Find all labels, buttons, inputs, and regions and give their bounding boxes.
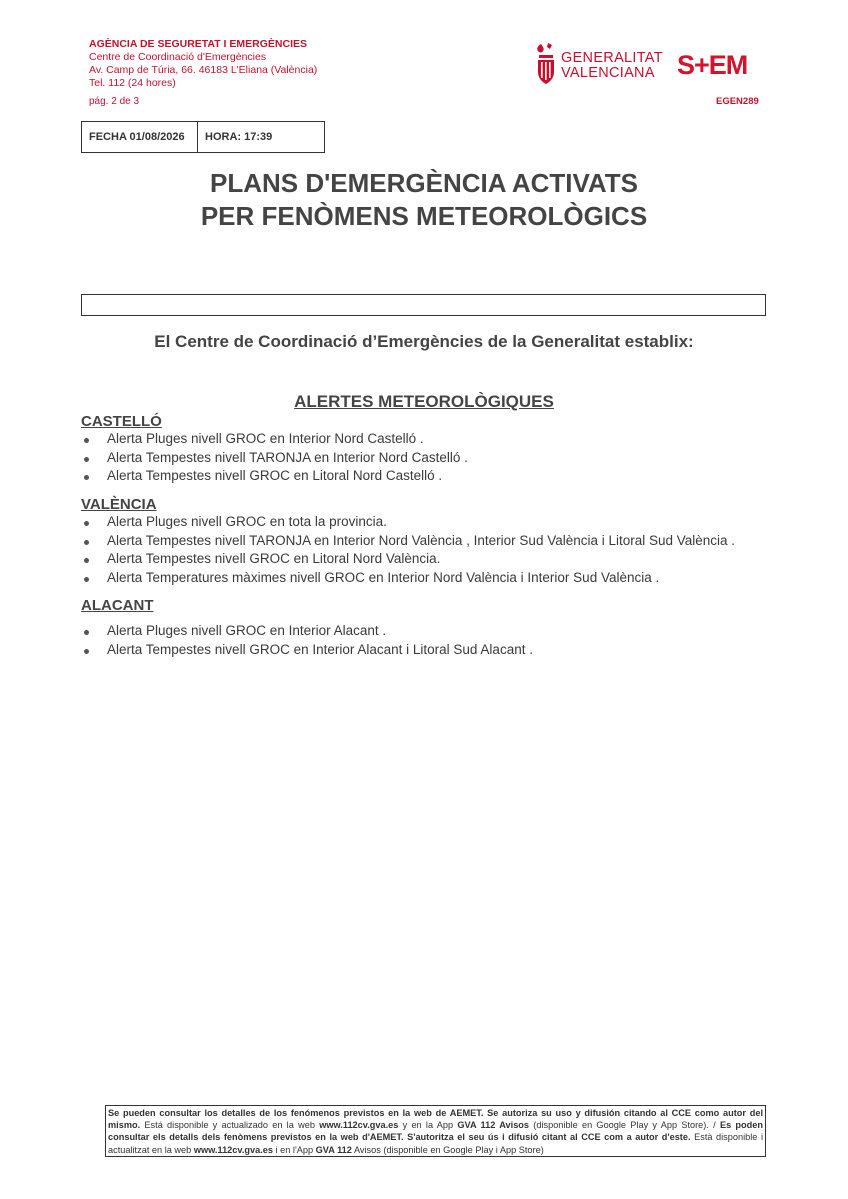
document-code: EGEN289 bbox=[716, 96, 759, 107]
list-item bbox=[81, 532, 735, 551]
list-item bbox=[81, 550, 735, 569]
footer-es-text2: y en la App bbox=[402, 1120, 454, 1131]
time-cell: HORA: 17:39 bbox=[205, 131, 273, 143]
agency-name: AGÈNCIA DE SEGURETAT I EMERGÈNCIES bbox=[89, 38, 307, 50]
footer-va-bold: Es poden consultar els detalls dels fenòmens previstos en la web d'AEMET. S'autoritza el seu ús i difusió citant al CCE com a autor d'este. bbox=[108, 1120, 763, 1143]
list-item bbox=[81, 641, 533, 660]
province-heading-valencia: VALÈNCIA bbox=[81, 496, 157, 513]
alert-text: Alerta Tempestes nivell GROC en Interior Alacant i Litoral Sud Alacant . bbox=[107, 641, 533, 657]
footer-es-text1: Está disponible y actualizado en la web bbox=[144, 1120, 315, 1131]
agency-center: Centre de Coordinació d'Emergències bbox=[89, 51, 267, 63]
list-item bbox=[81, 622, 533, 641]
title-line-1: PLANS D'EMERGÈNCIA ACTIVATS bbox=[210, 168, 638, 198]
gva-logo-line1: GENERALITAT bbox=[561, 50, 663, 66]
alert-text: Alerta Tempestes nivell TARONJA en Interior Nord Castelló . bbox=[107, 449, 468, 465]
bullet-icon bbox=[84, 457, 89, 462]
bullet-icon bbox=[84, 521, 89, 526]
bullet-icon bbox=[84, 540, 89, 545]
bullet-icon bbox=[84, 577, 89, 582]
agency-phone: Tel. 112 (24 hores) bbox=[89, 77, 176, 89]
alert-text: Alerta Tempestes nivell GROC en Litoral Nord Castelló . bbox=[107, 468, 443, 483]
footer-es-text3: (disponible en Google Play y App Store). / bbox=[533, 1120, 716, 1131]
alert-text: Alerta Temperatures màximes nivell GROC en Interior Nord València i Interior Sud València . bbox=[107, 569, 660, 585]
list-item bbox=[81, 449, 468, 468]
bullet-icon bbox=[84, 475, 89, 480]
footer-disclaimer bbox=[105, 1105, 766, 1157]
province-heading-castello: CASTELLÓ bbox=[81, 413, 162, 430]
footer-va-text1: Està disponible i actualitzat en la web bbox=[108, 1132, 764, 1155]
footer-va-web-link[interactable]: www.112cv.gva.es bbox=[193, 1144, 273, 1155]
establish-text: El Centre de Coordinació d’Emergències de la Generalitat establix: bbox=[154, 332, 694, 351]
list-item bbox=[81, 467, 468, 486]
bullet-icon bbox=[84, 558, 89, 563]
province-heading-alacant: ALACANT bbox=[81, 597, 154, 614]
title-line-2: PER FENÒMENS METEOROLÒGICS bbox=[200, 201, 648, 231]
alert-text: Alerta Pluges nivell GROC en Interior Nord Castelló . bbox=[107, 431, 424, 446]
alert-text: Alerta Pluges nivell GROC en Interior Alacant . bbox=[107, 623, 387, 638]
gva-logo-line2: VALENCIANA bbox=[561, 65, 655, 81]
alert-list-valencia bbox=[81, 513, 735, 587]
alert-list-alacant bbox=[81, 622, 533, 659]
footer-es-web-link[interactable]: www.112cv.gva.es bbox=[319, 1120, 399, 1131]
alerts-heading: ALERTES METEOROLÒGIQUES bbox=[294, 392, 554, 411]
coat-of-arms-icon bbox=[535, 42, 557, 86]
date-cell: FECHA 01/08/2026 bbox=[82, 122, 198, 152]
footer-es-bold: Se pueden consultar los detalles de los fenómenos previstos en la web de AEMET. Se autoriza su uso y difusión citando al CCE como autor del mismo. bbox=[108, 1108, 763, 1131]
page-title bbox=[0, 167, 848, 233]
list-item bbox=[81, 430, 468, 449]
date-time-box bbox=[81, 121, 325, 153]
footer-va-text3: Avisos (disponible en Google Play i App Store) bbox=[353, 1144, 544, 1155]
alert-text: Alerta Tempestes nivell GROC en Litoral Nord València. bbox=[107, 551, 441, 566]
agency-header bbox=[89, 38, 317, 90]
bullet-icon bbox=[84, 630, 89, 635]
alert-text: Alerta Pluges nivell GROC en tota la provincia. bbox=[107, 514, 387, 529]
footer-va-app: GVA 112 bbox=[315, 1144, 352, 1155]
empty-box bbox=[81, 294, 766, 316]
bullet-icon bbox=[84, 649, 89, 654]
footer-es-app: GVA 112 Avisos bbox=[457, 1120, 530, 1131]
list-item bbox=[81, 513, 735, 532]
page-number: pág. 2 de 3 bbox=[89, 96, 140, 107]
footer-va-text2: i en l'App bbox=[275, 1144, 314, 1155]
bullet-icon bbox=[84, 438, 89, 443]
generalitat-logo bbox=[535, 42, 663, 86]
alert-list-castello bbox=[81, 430, 468, 486]
list-item bbox=[81, 569, 735, 588]
sem-logo: S+EM bbox=[677, 50, 748, 80]
agency-address: Av. Camp de Túria, 66. 46183 L'Eliana (València) bbox=[89, 64, 318, 76]
alert-text: Alerta Tempestes nivell TARONJA en Interior Nord València , Interior Sud València i Litoral Sud València . bbox=[107, 532, 736, 548]
